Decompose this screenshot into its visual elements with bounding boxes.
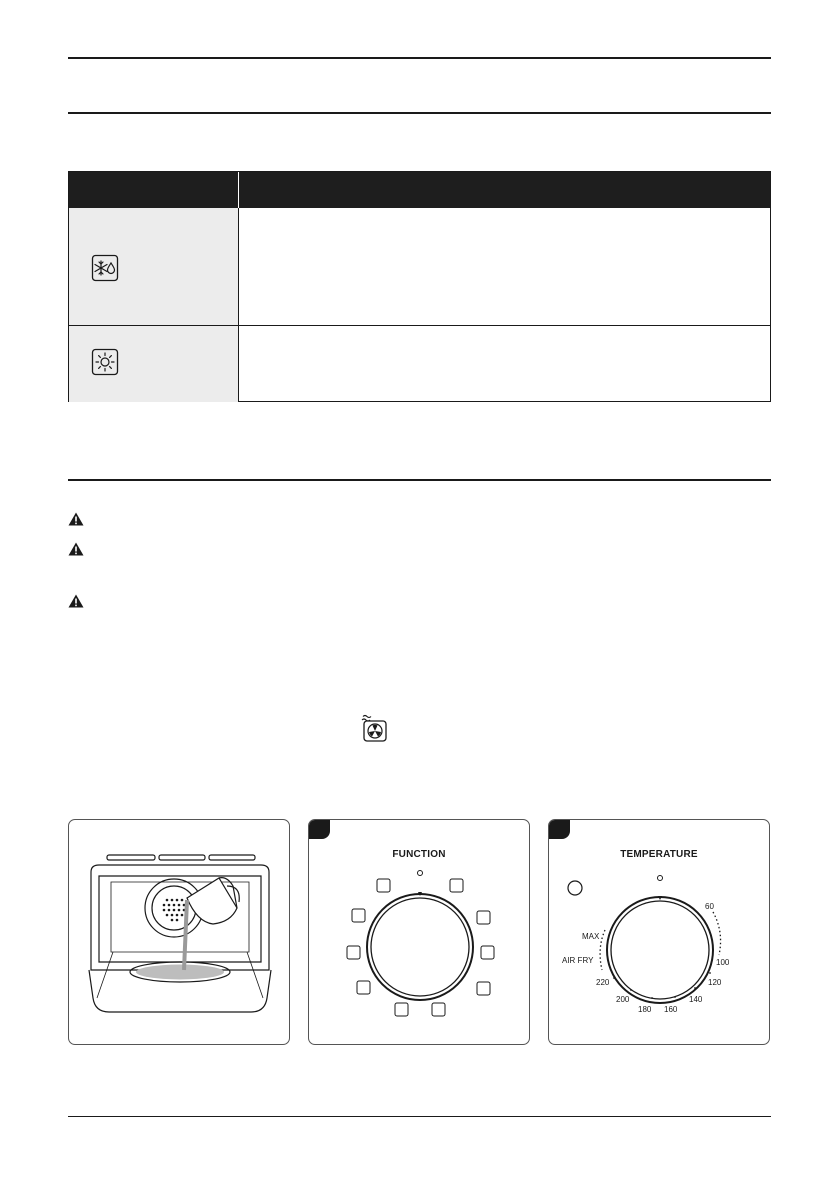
temp-label-140: 140 bbox=[689, 995, 703, 1004]
top-rule bbox=[68, 57, 771, 59]
footer-rule bbox=[68, 1116, 771, 1117]
warning-triangle-icon bbox=[68, 594, 84, 608]
table-header bbox=[69, 172, 770, 208]
temperature-title: TEMPERATURE bbox=[620, 849, 698, 860]
temp-label-200: 200 bbox=[616, 995, 630, 1004]
temp-label-220: 220 bbox=[596, 978, 610, 987]
temp-label-180: 180 bbox=[638, 1005, 652, 1014]
temp-label-120: 120 bbox=[708, 978, 722, 987]
section-rule-1 bbox=[68, 112, 771, 114]
function-title: FUNCTION bbox=[392, 849, 446, 860]
function-dial-panel bbox=[308, 819, 530, 1045]
section-rule-2 bbox=[68, 479, 771, 481]
steam-fan-icon bbox=[359, 713, 389, 743]
temp-label-60: 60 bbox=[705, 902, 714, 911]
temp-label-max: MAX bbox=[582, 932, 600, 941]
oven-cavity-panel bbox=[68, 819, 290, 1045]
temp-label-160: 160 bbox=[664, 1005, 678, 1014]
temp-label-100: 100 bbox=[716, 958, 730, 967]
oven-water-pouring-illustration bbox=[69, 820, 290, 1045]
warning-triangle-icon bbox=[68, 542, 84, 556]
light-bulb-icon bbox=[91, 348, 119, 376]
temperature-dial-panel bbox=[548, 819, 770, 1045]
function-table bbox=[68, 171, 771, 402]
warning-triangle-icon bbox=[68, 512, 84, 526]
function-dial[interactable] bbox=[309, 820, 530, 1045]
snowflake-drop-icon bbox=[91, 254, 119, 282]
temp-label-air-fry: AIR FRY bbox=[562, 956, 594, 965]
